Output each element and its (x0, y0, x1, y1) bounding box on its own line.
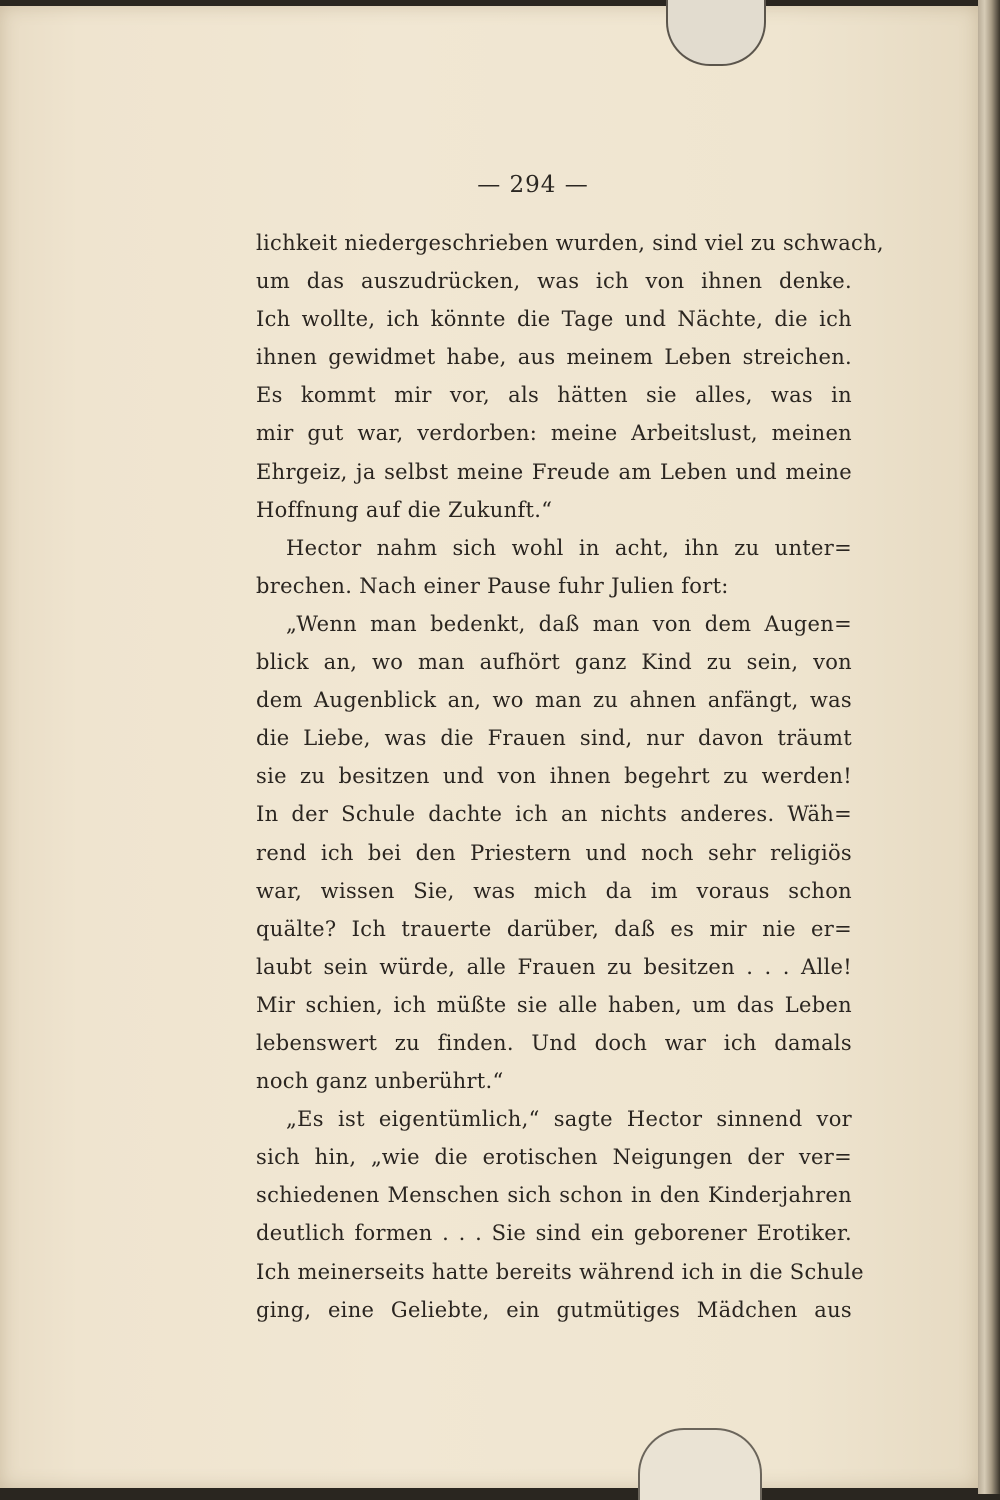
text-line: dem Augenblick an, wo man zu ahnen anfängt, was (256, 688, 852, 713)
text-line: war, wissen Sie, was mich da im voraus schon (256, 878, 852, 903)
text-line: Es kommt mir vor, als hätten sie alles, was in (256, 383, 852, 408)
text-line: Hoffnung auf die Zukunft.“ (256, 497, 553, 522)
text-line: rend ich bei den Priestern und noch sehr religiös (256, 840, 852, 865)
text-line: sich hin, „wie die erotischen Neigungen der ver= (256, 1145, 852, 1170)
body-text (256, 224, 884, 1329)
text-line: deutlich formen . . . Sie sind ein geborener Erotiker. (256, 1221, 852, 1246)
page-stack-edge (978, 0, 1000, 1494)
text-line: lebenswert zu finden. Und doch war ich damals (256, 1030, 852, 1055)
text-line: die Liebe, was die Frauen sind, nur davon träumt (256, 726, 852, 751)
text-line: In der Schule dachte ich an nichts anderes. Wäh= (256, 802, 852, 827)
paper-clip-bottom (638, 1428, 762, 1500)
text-line: Ehrgeiz, ja selbst meine Freude am Leben und meine (256, 459, 852, 484)
text-line: „Es ist eigentümlich,“ sagte Hector sinnend vor (286, 1107, 852, 1132)
text-line: quälte? Ich trauerte darüber, daß es mir nie er= (256, 916, 852, 941)
text-line: mir gut war, verdorben: meine Arbeitslust, meinen (256, 421, 852, 446)
text-line: blick an, wo man aufhört ganz Kind zu sein, von (256, 650, 852, 675)
text-line: „Wenn man bedenkt, daß man von dem Augen= (286, 611, 852, 636)
text-line: schiedenen Menschen sich schon in den Kinderjahren (256, 1183, 852, 1208)
text-line: lichkeit niedergeschrieben wurden, sind viel zu schwach, (256, 231, 884, 255)
text-line: brechen. Nach einer Pause fuhr Julien fort: (256, 573, 729, 598)
text-line: um das auszudrücken, was ich von ihnen denke. (256, 269, 852, 294)
text-line: Mir schien, ich müßte sie alle haben, um das Leben (256, 992, 852, 1017)
text-line: noch ganz unberührt.“ (256, 1069, 504, 1094)
text-line: ihnen gewidmet habe, aus meinem Leben streichen. (256, 345, 852, 370)
page-number: — 294 — (477, 172, 589, 198)
text-line: ging, eine Geliebte, ein gutmütiges Mädchen aus (256, 1297, 852, 1322)
text-line: laubt sein würde, alle Frauen zu besitzen . . . Alle! (256, 954, 852, 979)
paper-sheet (0, 6, 978, 1488)
text-line: sie zu besitzen und von ihnen begehrt zu werden! (256, 764, 852, 789)
text-line: Ich meinerseits hatte bereits während ich in die Schule (256, 1259, 864, 1284)
text-line: Ich wollte, ich könnte die Tage und Nächte, die ich (256, 307, 852, 332)
text-line: Hector nahm sich wohl in acht, ihn zu unter= (286, 535, 852, 560)
